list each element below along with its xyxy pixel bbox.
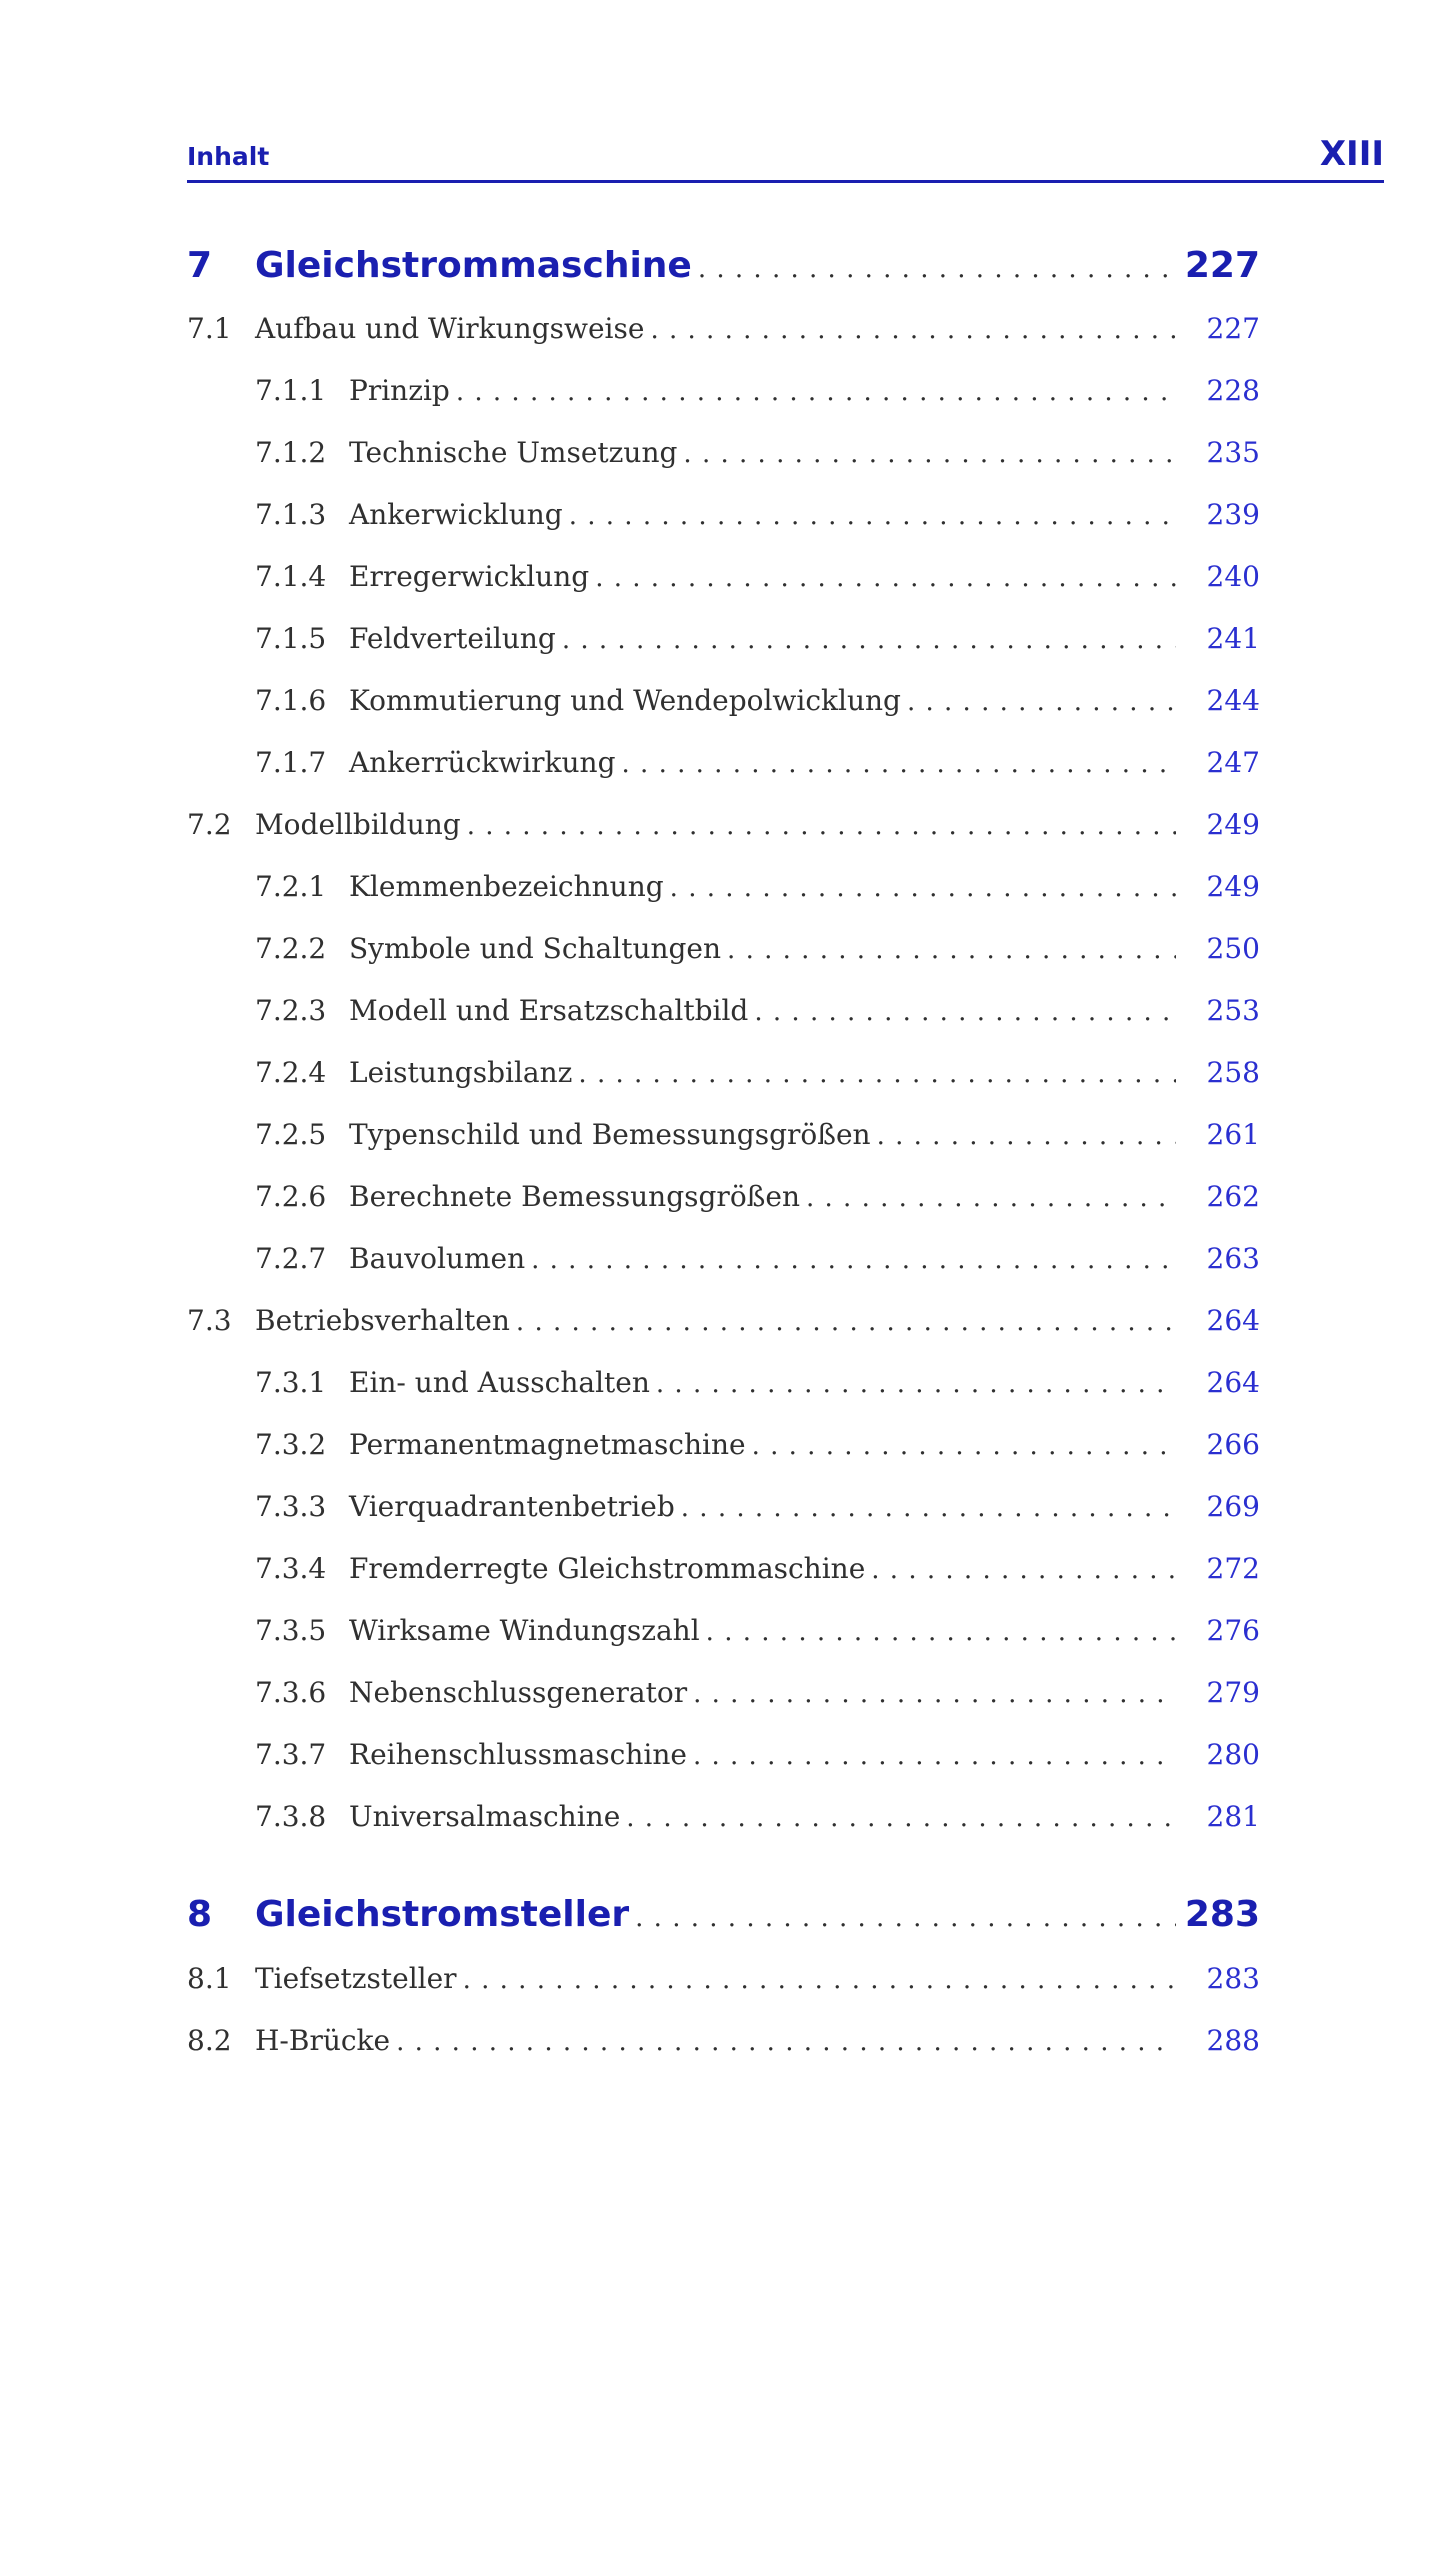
dot-leader: [656, 1369, 1176, 1399]
toc-entry-title: Typenschild und Bemessungsgrößen: [349, 1118, 871, 1151]
dot-leader: [871, 1555, 1176, 1585]
toc-entry-page: 227: [1206, 312, 1260, 345]
toc-entry-title: Wirksame Windungszahl: [349, 1614, 700, 1647]
toc-entry-chapter: [187, 245, 1260, 286]
toc-entry-page: 249: [1206, 808, 1260, 841]
running-header: [187, 128, 1384, 183]
toc-entry-page: 264: [1206, 1304, 1260, 1337]
toc-entry-page: 283: [1206, 1962, 1260, 1995]
header-section-label: Inhalt: [187, 142, 270, 171]
toc-entry-number: 7.1.2: [255, 436, 327, 469]
toc-entry-number: 7.1.4: [255, 560, 327, 593]
toc-entry-number: 7.2.7: [255, 1242, 327, 1275]
toc-entry-number: 7.2.6: [255, 1180, 327, 1213]
toc-entry-number: 7.3.8: [255, 1800, 327, 1833]
toc-entry-number: 7.1.7: [255, 746, 327, 779]
toc-entry-title: Reihenschlussmaschine: [349, 1738, 687, 1771]
dot-leader: [693, 1741, 1176, 1771]
toc-entry-section: [187, 2024, 1260, 2057]
toc-entry-title: Kommutierung und Wendepolwicklung: [349, 684, 901, 717]
toc-entry-number: 7.3.2: [255, 1428, 327, 1461]
toc-entry-page: 239: [1206, 498, 1260, 531]
toc-entry-number: 8.2: [187, 2024, 232, 2057]
header-page-number: XIII: [1319, 134, 1384, 174]
toc-entry-subsection: [187, 622, 1260, 655]
toc-entry-page: 249: [1206, 870, 1260, 903]
toc-entry-section: [187, 808, 1260, 841]
toc-entry-subsection: [187, 374, 1260, 407]
toc-entry-title: Fremderregte Gleichstrommaschine: [349, 1552, 866, 1585]
toc-entry-number: 7.3.4: [255, 1552, 327, 1585]
toc-entry-page: 266: [1206, 1428, 1260, 1461]
toc-entry-subsection: [187, 1800, 1260, 1833]
dot-leader: [650, 315, 1176, 345]
dot-leader: [706, 1617, 1176, 1647]
toc-entry-page: 283: [1184, 1894, 1260, 1935]
toc-entry-title: Tiefsetzsteller: [255, 1962, 457, 1995]
dot-leader: [670, 873, 1176, 903]
toc-entry-page: 240: [1206, 560, 1260, 593]
toc-entry-subsection: [187, 932, 1260, 965]
toc-entry-subsection: [187, 560, 1260, 593]
toc-entry-title: Gleichstrommaschine: [255, 245, 692, 286]
toc-entry-number: 7.3.3: [255, 1490, 327, 1523]
dot-leader: [754, 997, 1176, 1027]
toc-entry-page: 281: [1206, 1800, 1260, 1833]
toc-entry-page: 227: [1184, 245, 1260, 286]
toc-entry-title: Modell und Ersatzschaltbild: [349, 994, 749, 1027]
toc-entry-title: Leistungsbilanz: [349, 1056, 573, 1089]
toc-entry-section: [187, 1304, 1260, 1337]
toc-entry-page: 247: [1206, 746, 1260, 779]
dot-leader: [693, 1679, 1176, 1709]
dot-leader: [463, 1965, 1176, 1995]
dot-leader: [569, 501, 1176, 531]
toc-entry-subsection: [187, 684, 1260, 717]
dot-leader: [635, 1903, 1176, 1933]
toc-entry-title: Aufbau und Wirkungsweise: [255, 312, 645, 345]
toc-entry-page: 261: [1206, 1118, 1260, 1151]
toc-entry-title: Modellbildung: [255, 808, 461, 841]
dot-leader: [467, 811, 1176, 841]
toc-entry-subsection: [187, 498, 1260, 531]
toc-entry-number: 7.2.5: [255, 1118, 327, 1151]
toc-entry-subsection: [187, 994, 1260, 1027]
toc-entry-page: 250: [1206, 932, 1260, 965]
toc-entry-section: [187, 1962, 1260, 1995]
toc-entry-page: 258: [1206, 1056, 1260, 1089]
toc-entry-subsection: [187, 1366, 1260, 1399]
toc-entry-number: 7.1: [187, 312, 232, 345]
dot-leader: [806, 1183, 1176, 1213]
toc-entry-number: 7.2: [187, 808, 232, 841]
toc-entry-title: Technische Umsetzung: [349, 436, 678, 469]
toc-entry-title: Ankerwicklung: [349, 498, 563, 531]
toc-entry-page: 279: [1206, 1676, 1260, 1709]
toc-entry-title: Vierquadrantenbetrieb: [349, 1490, 675, 1523]
toc-entry-subsection: [187, 1676, 1260, 1709]
toc-entry-page: 269: [1206, 1490, 1260, 1523]
toc-entry-title: Feldverteilung: [349, 622, 556, 655]
toc-entry-page: 264: [1206, 1366, 1260, 1399]
toc-entry-number: 7.2.3: [255, 994, 327, 1027]
dot-leader: [683, 439, 1176, 469]
toc-entry-number: 8: [187, 1894, 213, 1935]
dot-leader: [907, 687, 1176, 717]
toc-entry-subsection: [187, 1056, 1260, 1089]
toc-entry-subsection: [187, 436, 1260, 469]
toc-entry-number: 7.3: [187, 1304, 232, 1337]
toc-entry-title: Nebenschlussgenerator: [349, 1676, 688, 1709]
toc-entry-subsection: [187, 746, 1260, 779]
dot-leader: [626, 1803, 1176, 1833]
toc-entry-page: 288: [1206, 2024, 1260, 2057]
dot-leader: [752, 1431, 1176, 1461]
toc-entry-title: Universalmaschine: [349, 1800, 621, 1833]
toc-entry-title: Erregerwicklung: [349, 560, 590, 593]
toc-entry-number: 7.1.6: [255, 684, 327, 717]
toc-entry-title: H-Brücke: [255, 2024, 391, 2057]
toc-entry-page: 253: [1206, 994, 1260, 1027]
toc-entry-title: Bauvolumen: [349, 1242, 526, 1275]
toc-entry-page: 272: [1206, 1552, 1260, 1585]
dot-leader: [681, 1493, 1176, 1523]
toc-entry-number: 8.1: [187, 1962, 232, 1995]
toc-entry-number: 7.3.7: [255, 1738, 327, 1771]
toc-entry-page: 241: [1206, 622, 1260, 655]
toc-entry-number: 7: [187, 245, 213, 286]
toc-entry-page: 244: [1206, 684, 1260, 717]
toc-entry-number: 7.2.2: [255, 932, 327, 965]
dot-leader: [595, 563, 1176, 593]
toc-entry-subsection: [187, 870, 1260, 903]
toc-entry-title: Ein- und Ausschalten: [349, 1366, 650, 1399]
toc-entry-subsection: [187, 1428, 1260, 1461]
toc-entry-title: Berechnete Bemessungsgrößen: [349, 1180, 800, 1213]
toc-entry-page: 276: [1206, 1614, 1260, 1647]
dot-leader: [456, 377, 1176, 407]
toc-entry-subsection: [187, 1490, 1260, 1523]
toc-entry-number: 7.3.5: [255, 1614, 327, 1647]
toc-entry-subsection: [187, 1552, 1260, 1585]
toc-entry-number: 7.1.5: [255, 622, 327, 655]
toc-entry-subsection: [187, 1118, 1260, 1151]
toc-entry-number: 7.1.3: [255, 498, 327, 531]
toc-entry-number: 7.3.6: [255, 1676, 327, 1709]
dot-leader: [622, 749, 1176, 779]
toc-entry-page: 228: [1206, 374, 1260, 407]
toc-entry-title: Prinzip: [349, 374, 450, 407]
toc-entry-title: Betriebsverhalten: [255, 1304, 510, 1337]
dot-leader: [562, 625, 1176, 655]
toc-entry-number: 7.2.1: [255, 870, 327, 903]
toc-entry-number: 7.1.1: [255, 374, 327, 407]
toc-entry-number: 7.3.1: [255, 1366, 327, 1399]
toc-entry-title: Klemmenbezeichnung: [349, 870, 664, 903]
dot-leader: [396, 2027, 1176, 2057]
toc-entry-title: Ankerrückwirkung: [349, 746, 616, 779]
dot-leader: [877, 1121, 1176, 1151]
toc-entry-page: 262: [1206, 1180, 1260, 1213]
toc-entry-subsection: [187, 1180, 1260, 1213]
toc-entry-title: Permanentmagnetmaschine: [349, 1428, 746, 1461]
toc-entry-title: Gleichstromsteller: [255, 1894, 630, 1935]
dot-leader: [727, 935, 1176, 965]
dot-leader: [516, 1307, 1176, 1337]
toc-entry-subsection: [187, 1242, 1260, 1275]
toc-entry-page: 263: [1206, 1242, 1260, 1275]
toc-entry-page: 280: [1206, 1738, 1260, 1771]
dot-leader: [531, 1245, 1176, 1275]
dot-leader: [578, 1059, 1176, 1089]
toc-entry-chapter: [187, 1894, 1260, 1935]
toc-entry-section: [187, 312, 1260, 345]
dot-leader: [698, 254, 1176, 284]
toc-entry-title: Symbole und Schaltungen: [349, 932, 722, 965]
toc-entry-number: 7.2.4: [255, 1056, 327, 1089]
toc-entry-page: 235: [1206, 436, 1260, 469]
toc-entry-subsection: [187, 1738, 1260, 1771]
toc-entry-subsection: [187, 1614, 1260, 1647]
